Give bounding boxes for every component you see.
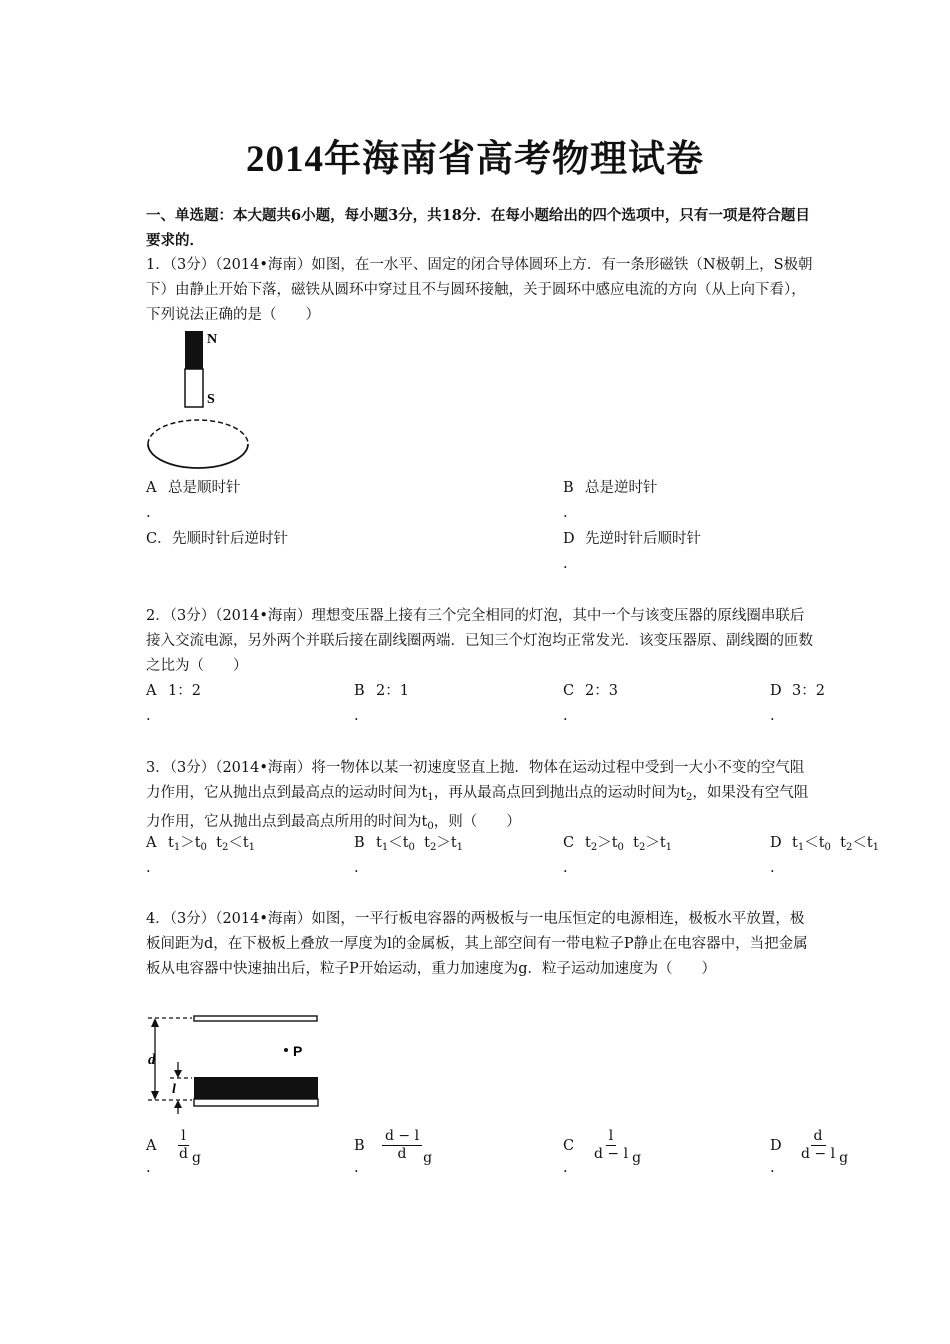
option-label: C	[563, 835, 575, 851]
l-arrow-head-top	[174, 1070, 182, 1078]
fraction-denominator: d − l	[801, 1146, 836, 1162]
option-text: $t_1>t_0$ $t_2<t_1$	[168, 835, 256, 853]
particle-p	[284, 1048, 288, 1052]
gravity-symbol: g	[839, 1149, 849, 1166]
gravity-symbol: g	[423, 1149, 433, 1166]
option-text: 2：3	[585, 683, 618, 699]
option-dot: .	[563, 556, 568, 572]
fraction-numerator: d	[811, 1128, 826, 1146]
option-dot: .	[563, 1160, 568, 1176]
option-label: D	[563, 531, 575, 547]
fraction	[382, 1128, 422, 1163]
q2-option-a[interactable]	[146, 681, 201, 701]
option-label: C．	[146, 531, 172, 547]
q3-text-part: ，则（ ）	[433, 814, 521, 830]
option-dot: .	[354, 708, 359, 724]
option-dot: .	[146, 1160, 151, 1176]
magnet-north-pole	[185, 331, 203, 369]
q1-option-c[interactable]	[146, 529, 288, 549]
option-label: B	[354, 1137, 365, 1154]
q1-option-b[interactable]	[563, 478, 658, 498]
label-n: N	[207, 332, 218, 347]
option-text: 3：2	[792, 683, 825, 699]
q4-option-d[interactable]	[770, 1128, 848, 1168]
question-1-text: 1．（3分）（2014•海南）如图，在一水平、固定的闭合导体圆环上方．有一条形磁铁（N极朝上，S极朝下）由静止开始下落，磁铁从圆环中穿过且不与圆环接触，关于圆环中感应电流的方向（从上向下看），下列说法正确的是（ ）	[146, 257, 813, 323]
option-text: $t_1<t_0$ $t_2<t_1$	[792, 835, 880, 853]
ring-back-half	[148, 420, 248, 444]
option-dot: .	[146, 860, 151, 876]
question-2-text: 2．（3分）（2014•海南）理想变压器上接有三个完全相同的灯泡，其中一个与该变压器的原线圈串联后接入交流电源，另外两个并联后接在副线圈两端．已知三个灯泡均正常发光．该变压器原、副线圈的匝数之比为（ ）	[146, 608, 813, 674]
q3-text-part: 3．（3分）（2014•海南）将一物体以某一初速度竖直上抛．物体在运动过程中受到一大小不变的空气阻力作用，它从抛出点到最高点的运动时间为t	[146, 760, 805, 801]
q3-option-c[interactable]	[563, 833, 672, 858]
label-d: d	[148, 1052, 156, 1068]
option-dot: .	[354, 860, 359, 876]
option-dot: .	[563, 708, 568, 724]
fraction	[591, 1128, 631, 1163]
option-dot: .	[770, 708, 775, 724]
section-heading: 一、单选题：本大题共6小题，每小题3分，共18分．在每小题给出的四个选项中，只有一项是符合题目要求的．	[146, 207, 810, 249]
fraction-denominator: d	[397, 1146, 407, 1162]
fraction	[798, 1128, 838, 1163]
option-label: B	[563, 480, 574, 496]
fraction-numerator: l	[178, 1128, 188, 1146]
label-p: P	[293, 1043, 303, 1059]
lower-plate	[194, 1099, 318, 1106]
d-arrow-head-down	[151, 1091, 159, 1100]
option-label: B	[354, 683, 365, 699]
question-4-text: 4．（3分）（2014•海南）如图，一平行板电容器的两极板与一电压恒定的电源相连，极板水平放置，极板间距为d，在下极板上叠放一厚度为l的金属板，其上部空间有一带电粒子P静止在电容器中，当把金属板从电容器中快速抽出后，粒子P开始运动，重力加速度为g．粒子运动加速度为（ ）	[146, 911, 808, 977]
fraction-denominator: d − l	[594, 1146, 629, 1162]
q3-option-b[interactable]	[354, 833, 463, 858]
option-label: A	[146, 835, 157, 851]
q1-option-d[interactable]	[563, 529, 701, 549]
option-dot: .	[563, 860, 568, 876]
q2-option-c[interactable]	[563, 681, 618, 701]
option-text: 1：2	[168, 683, 201, 699]
q4-option-b[interactable]	[354, 1128, 432, 1168]
fraction-denominator: d	[179, 1146, 188, 1162]
option-text: $t_1<t_0$ $t_2>t_1$	[376, 835, 464, 853]
option-label: D	[770, 683, 782, 699]
option-label: C	[563, 1137, 575, 1154]
q2-option-d[interactable]	[770, 681, 825, 701]
gravity-symbol: g	[632, 1149, 642, 1166]
option-text: $t_2>t_0$ $t_2>t_1$	[585, 835, 673, 853]
fraction-numerator: l	[606, 1128, 616, 1146]
option-text: 总是顺时针	[168, 480, 241, 496]
subscript: 2	[686, 792, 693, 803]
option-dot: .	[354, 1160, 359, 1176]
option-text: 总是逆时针	[585, 480, 658, 496]
q3-option-d[interactable]	[770, 833, 879, 858]
option-dot: .	[770, 860, 775, 876]
option-dot: .	[146, 708, 151, 724]
metal-slab	[194, 1077, 318, 1099]
ring-front-half	[148, 444, 248, 468]
page-title: 2014年海南省高考物理试卷	[246, 139, 704, 180]
option-label: D	[770, 1137, 782, 1154]
q2-option-b[interactable]	[354, 681, 409, 701]
option-label: A	[146, 480, 157, 496]
q1-option-a[interactable]	[146, 478, 241, 498]
q4-option-c[interactable]	[563, 1128, 641, 1168]
d-arrow-head-up	[151, 1018, 159, 1027]
option-text: 先顺时针后逆时针	[172, 531, 288, 547]
gravity-symbol: g	[191, 1149, 201, 1166]
option-dot: .	[146, 505, 151, 521]
option-label: B	[354, 835, 365, 851]
capacitor-figure	[140, 1012, 325, 1116]
q3-text-part: ，再从最高点回到抛出点的运动时间为t	[433, 785, 687, 801]
subscript: 1	[427, 792, 434, 803]
option-dot: .	[563, 505, 568, 521]
upper-plate	[194, 1016, 317, 1021]
subscript: 0	[427, 821, 434, 832]
label-s: S	[207, 392, 215, 407]
option-text: 先逆时针后顺时针	[585, 531, 701, 547]
magnet-ring-figure	[140, 326, 260, 474]
option-dot: .	[770, 1160, 775, 1176]
q4-option-a[interactable]	[146, 1128, 201, 1168]
fraction-numerator: d − l	[382, 1128, 422, 1146]
question-3-text	[146, 756, 816, 839]
option-label: D	[770, 835, 782, 851]
option-label: A	[146, 683, 157, 699]
label-l: l	[172, 1082, 176, 1097]
option-label: A	[146, 1137, 157, 1154]
magnet-south-pole	[185, 369, 203, 407]
q3-text-part: ，如果没有空气阻力作用，它从抛出点到最高点所用的时间为t	[146, 785, 809, 830]
fraction	[176, 1128, 191, 1163]
option-text: 2：1	[376, 683, 409, 699]
q3-option-a[interactable]	[146, 833, 255, 858]
l-arrow-head-bottom	[174, 1100, 182, 1108]
option-label: C	[563, 683, 575, 699]
